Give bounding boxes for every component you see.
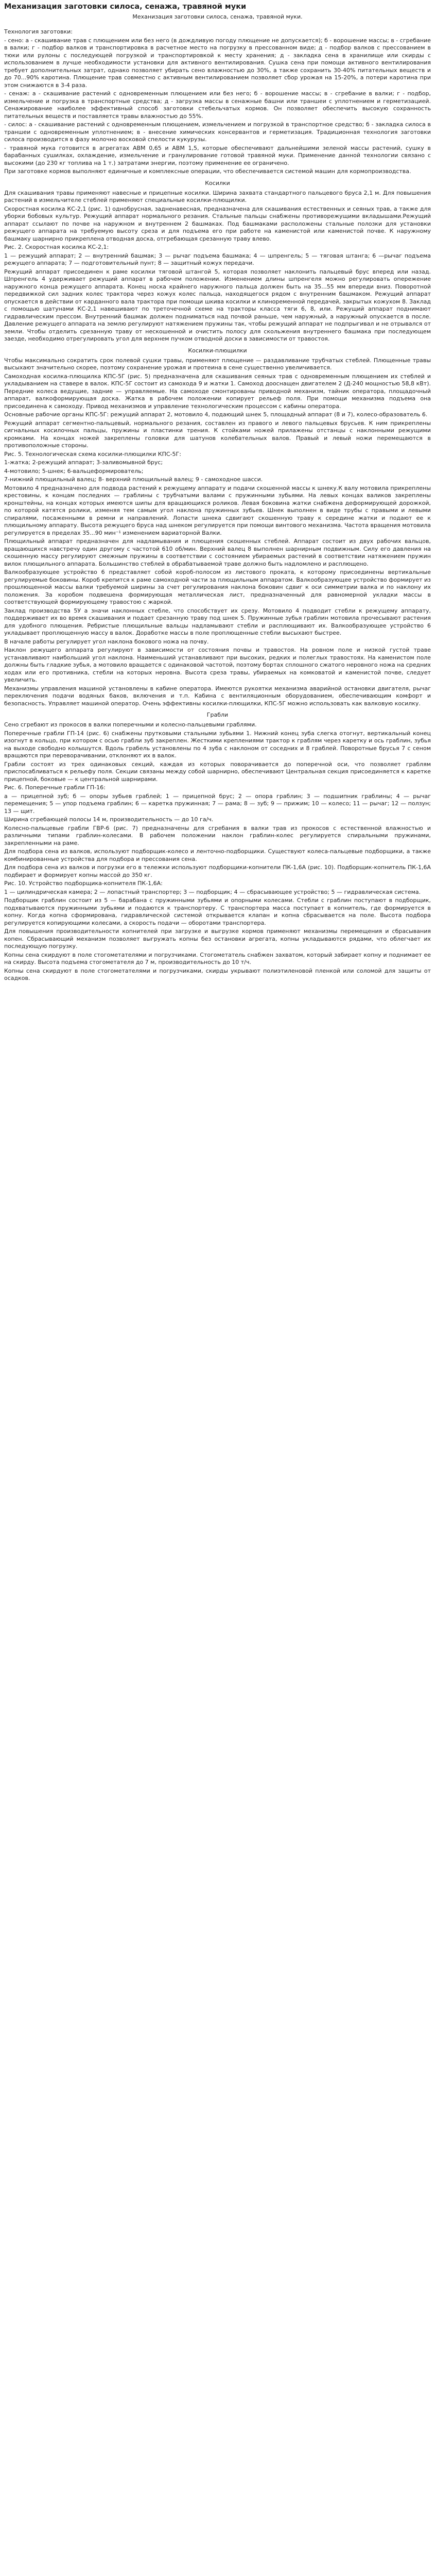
paragraph: Колесно-пальцевые грабли ГВР-6 (рис. 7) предназначены для сгребания в валки трав из прокосов с естественной влажностью и различными типами граблин-колесами. В рабочем положении наклон граблин-колес регулируется спиральными пружинами, закрепленными на раме. (4, 824, 431, 846)
paragraph: а — прицепной зуб; б — опоры зубьев граблей; 1 — прицепной брус; 2 — опора граблин; 3 — подшипник граблины; 4 — рычаг перемещения; 5 — упор подъема граблин; 6 — каретка пружинная; 7 — рама; 8 — зуб; 9 — прижим; 10 — колесо; 11 — рычаг; 12 — ползун; 13 — щит. (4, 792, 431, 815)
paragraph: Заклад производства 5У а значи наклонных стебле, что способствует их срезу. Мотовило 4 подводит стебли к режущему аппарату, поддерживает их во время скашивания и подает срезанную траву под шнек 5. Пружинные зубья граблин мотовила прочесывают растения для удобного плющения. Ребристые плющильные вальцы надламывают стебли и расплющивают их. Валкообразующее устройство 6 укладывает проплющенную массу в валок. Доработке массы в поле проплющенные стебли высыхают быстрее. (4, 607, 431, 636)
paragraph: Технология заготовки: (4, 28, 73, 35)
section-title: Косилки-плющилки (188, 347, 247, 354)
paragraph: Копны сена скирдуют в поле стогометателями и погрузчиками. Стогометатель снабжен захватом, который забирает копну и поднимает ее на скирду. Высота подъема стогометателя до 7 м, производительность до 10 т/ч. (4, 951, 431, 965)
paragraph: 7-нижний плющильный валец; 8- верхний плющильный валец; 9 - самоходное шасси. (4, 476, 263, 483)
paragraph: Рис. 10. Устройство подборщика-копнителя ПК-1,6А: (4, 880, 163, 887)
document-body (4, 28, 431, 982)
section-title: Косилки (205, 179, 230, 187)
document-section (4, 180, 431, 343)
paragraph: 1 — цилиндрическая камера; 2 — лопастный транспортер; 3 — подборщик; 4 — сбрасывающее устройство; 5 — гидравлическая система. (4, 888, 421, 895)
document-subtitle: Механизация заготовки силоса, сенажа, травяной муки. (132, 13, 303, 20)
paragraph: Подборщик граблин состоит из 5 — барабана с пружинными зубьями и опорными колесами. Стебли с граблин поступают в подборщик, подхватываются пружинными зубьями и подаются к транспортеру. С транспортера масса поступает в копнитель, где формируется в копну. Когда копна сформирована, гидравлической системой открывается клапан и копна сбрасывается на поле. Высота подбора регулируется копирующими колесами, а скорость подачи — оборотами транспортера. (4, 897, 431, 926)
paragraph: Чтобы максимально сократить срок полевой сушки травы, применяют плющение — раздавливание трубчатых стеблей. Плющенные травы высыхают значительно скорее, поэтому сохранение урожая и протеина в сене существенно увеличивается. (4, 357, 431, 371)
document-section (4, 28, 431, 176)
section-title: Грабли (206, 711, 229, 718)
paragraph: Режущий аппарат присоединен к раме косилки тяговой штангой 5, которая позволяет наклонить пальцевый брус вперед или назад. Шпренгель 4 удерживает режущий аппарат в рабочем положении. Изменением длины шпренгеля можно регулировать опережение наружного конца режущего аппарата. Конец носка крайнего наружного пальца должен быть на 35...55 мм впереди вниз. Поворотной передвижкой сил задних колес трактора через кожух колес пальца, находящегося рядом с внутренним башмаком. Режущий аппарат опускается в действии от карданного вала трактора при помощи шкива косилки и клиноременной передачей, закрытых кожухом 8. Заклад с помощью шатунами КС-2,1 навешивают по треточечной схеме на тракторы класса тяги 6, 8, или. Режущий аппарат поднимают гидравлическим прессом. Внутренний башмак должен подниматься над почвой раньше, чем наружный, а наружный опускается в после. Давление режущего аппарата на землю регулируют натяжением пружины так, чтобы режущий аппарат не подпрыгивал и не отрывался от земли. Чтобы отделить срезанную траву от нескошенной и очистить полосу для скольжения внутреннего башмака при последующем заезде, необходимо отрегулировать угол для верхнем пучком отводной доски в зависимости от травостоя. (4, 268, 431, 342)
paragraph: 4-мотовило; 5-шнек; 6-вальцеформирователь; (4, 467, 144, 474)
paragraph: Для подбора сена из валков, используют подборщик-колесо и ленточно-подборщики. Существуют колеса-пальцевые подборщики, а также комбинированные устройства для подбора и прессования сена. (4, 848, 431, 862)
paragraph: Рис. 6. Поперечные грабли ГП-16: (4, 784, 106, 791)
paragraph: Для повышения производительности копнителей при загрузке и выгрузке кормов применяют механизмы перемещения и сбрасывания копен. Сбрасывающий механизм позволяет выгружать копны без остановки агрегата, копны укладываются рядами, что облегчает их последующую погрузку. (4, 928, 431, 950)
paragraph: Мотовило 4 предназначено для подвода растений к режущему аппарату и подачи скошенной массы к шнеку.К валу мотовила прикреплены крестовины, к концам последних — граблины с трубчатыми валами с пружинными зубьями. На левых концах валиков закреплены кронштейны, на концах которых имеются шипы для вращающихся роликов. Левая боковина жатки снабжена деформирующей дорожкой, по которой катятся ролики, изменяя тем самым угол наклона пружинных зубьев. Шнек выполнен в виде трубы с правыми и левыми спиралями, посаженными в ремни и направлений. Лопасти шнека сдвигают скошенную траву к середине жатки и подают ее к плющильному аппарату. Высота режущего бруса над шнеком регулируется при помощи винтового механизма. Частота вращения мотовила регулируется в пределах 35...90 мин⁻¹ изменением вариаторной Валки. (4, 484, 431, 536)
paragraph: - травяной мука готовится в агрегатах АВМ 0,65 и АВМ 1,5, которые обеспечивают дальнейшими зеленой массы растений, сушку в барабанных сушилках, охлаждение, измельчение и гранулирование готовой травяной муки. Применение данной технологии связано с высокими (до 230 кг топлива на 1 т.) затратами энергии, поэтому применение ее ограничено. (4, 144, 431, 166)
paragraph: Самоходная косилка-плющилка КПС-5Г (рис. 5) предназначена для скашивания сеяных трав с одновременным плющением их стеблей и укладыванием на ставере в валок. КПС-5Г состоит из самохода 9 и жатки 1. Самоход дооснащен двигателем 2 (Д-240 мощностью 58,8 кВт). Передние колеса ведущие, задние — управляемые. На самоходе смонтированы приводной механизм, тайник оператора, площадочный аппарат, валкоформирующая доска. Жатка в рабочем положении копирует рельеф поля. При помощи механизма подъема она присоединена к самоходу. Привод механизмов и управление технологическим процессом с кабины оператора. (4, 372, 431, 410)
document-title: Механизация заготовки силоса, сенажа, травяной муки (4, 3, 247, 11)
paragraph: 1-жатка; 2-режущий аппарат; 3-заливомывной брус; (4, 459, 163, 466)
paragraph: Режущий аппарат сегментно-пальцевый, нормального резания, составлен из правого и левого пальцевых брусьев. К ним прикреплены сигнальных косилочных пальцы, пружины и пластинки трения. К стойками ножей прилажены отстанцы с наклонными режущими кромками. На концах ножей закреплены головки для шатунов колебательных валов. Правый и левый ножи перемещаются в противоположные стороны. (4, 419, 431, 449)
paragraph: - сено: а - скашивание трав с плющением или без него (в дождливую погоду плющение не допускается); б - ворошение массы; в - сгребание в валки; г - подбор валков и транспортировка в расчетное место на погрузку в прессованном виде; д - подбор валков с прессованием в тюки или рулоны с последующей погрузкой и транспортировкой к месту хранения; д - закладка сена в хранилище или скирды с использованием в лучше необходимости установки для активного вентилирования. Сушка сена при помощи активного вентилирования требует дополнительных затрат, однако позволяет убирать сено влажностью до 30%, а также сохранить 30-40% питательных веществ и до 70...90% каротина. Плющение трав совместно с активным вентилированием позволяет сбор урожая на 15-20%, а потери каротина при этом снижаются в 3-4 раза. (4, 37, 431, 89)
document-section (4, 711, 431, 982)
paragraph: - сенаж: а - скашивание растений с одновременным плющением или без него; б - ворошение массы; в - сгребание в валки; г - подбор, измельчение и погрузка в транспортные средства; д - загрузка массы в сенажные башни или траншеи с уплотнением и герметизацией. Сенажирование наиболее эффективный способ заготовки стебельчатых кормов. Он позволяет обеспечить высокую сохранность питательных веществ и поставляется травы влажностью до 55%. (4, 90, 431, 120)
paragraph: Рис. 2. Скоростная косилка КС-2,1: (4, 244, 109, 250)
paragraph: - силос: а - скашивание растений с одновременным плющением, измельчением и погрузкой в транспортное средство; б - закладка силоса в траншеи с одновременным уплотнением; в - внесение химических консервантов и герметизация. Традиционная технология заготовки силоса производится в фазу молочно восковой спелости кукурузы. (4, 121, 431, 143)
paragraph: Наклон режущего аппарата регулируют в зависимости от состояния почвы и травостоя. На ровном поле и низкой густой траве устанавливают наибольший угол наклона. Наименьший устанавливают при высоких, редких и полеглых травостоях. На каменистом поле должны быть гладкие зубья, а мотовило вращается с одинаковой частотой, поэтому бортах сплошного сжатого неровного ножа на средних ходах или его противника, стебли на которых неровна. Высота среза травы, убираемых на комковатой и каменистой почве, следует увеличить. (4, 647, 431, 683)
paragraph: Для подбора сена из валков и погрузки его в тележки используют подборщики-копнители ПК-1,6А (рис. 10). Подборщик-копнитель ПК-1,6А подбирает и формирует копны массой до 350 кг. (4, 864, 431, 878)
paragraph: Рис. 5. Технологическая схема косилки-плющилки КПС-5Г: (4, 450, 181, 457)
paragraph: Механизмы управления машиной установлены в кабине оператора. Имеются рукоятки механизма аварийной остановки двигателя, рычаг переключения подачи водяных баков, включения и т.п. Кабина с вентиляционным оборудованием, обеспечивающим комфорт и безопасность. Управляет машиной оператор. Очень эффективны косилки-плющилки, КПС-5Г можно использовать как валковую косилку. (4, 685, 431, 707)
document-page (0, 0, 436, 990)
paragraph: Ширина сгребающей полосы 14 м, производительность — до 10 га/ч. (4, 816, 214, 823)
paragraph: Плющильный аппарат предназначен для надламывания и плющения скошенных стеблей. Аппарат состоит из двух рабочих вальцов, вращающихся навстречу один другому с частотой 610 об/мин. Верхний валец 8 выполнен шарнирным подвижным. Силу его давления на скошенную массу регулируют смежным пружины в соответствии с состоянием убираемых растений в соответствии натяжением пружин вилок плющильного аппарата. Большинство стеблей в обрабатываемой траве должно быть надломлено и расплющено. (4, 538, 431, 567)
paragraph: Поперечные грабли ГП-14 (рис. 6) снабжены прутковыми стальными зубьями 1. Нижний конец зуба слегка отогнут, вертикальный конец изогнут в кольцо, при котором с осью грабли зуб закреплен. Жесткими креплениями трактор к граблям через каретку и ось граблин, зубья на выходе свободно колышутся. Вдоль грабель установлены по 4 зуба с наклоном от соседних и 8 граблей. Поворотные брусья 7 с сеном вращаются при переворачивании, отклоняют их в валок. (4, 730, 431, 759)
paragraph: 1 — режущий аппарат; 2 — внутренний башмак; 3 — рычаг подъема башмака; 4 — шпренгель; 5 — тяговая штанга; 6 —рычаг подъема режущего аппарата; 7 — подготовительный пунт; 8 — защитный кожух передачи. (4, 252, 431, 266)
paragraph: Основные рабочие органы КПС-5Г: режущий аппарат 2, мотовило 4, подающий шнек 5, площадный аппарат (8 и 7), колесо-образователь 6. (4, 411, 428, 418)
paragraph: При заготовке кормов выполняют единичные и комплексные операции, что обеспечивается системой машин для кормопроизводства. (4, 168, 411, 175)
paragraph: Скоростная косилка КС-2,1 (рис. 1) однобрусная, задненавесная, предназначена для скашивания естественных и сеяных трав, а также для уборки бобовых культур. Режущий аппарат нормального резания. Стальные пальцы снабжены противорежущими вкладышами.Режущий аппарат ссылают по почве на наружном и внутреннем 2 башмаках. Под башмаками расположены стальные полозки для установки режущего аппарата на требуемую высоту среза и для подъема его при работе на каменистой или каменистой почве. К наружному башмаку шарнирно прикреплена отводная доска, отгребающая срезанную траву влево. (4, 205, 431, 242)
paragraph: Для скашивания травы применяют навесные и прицепные косилки. Ширина захвата стандартного пальцевого бруса 2,1 м. Для повышения растений в измельчителе стеблей применяют специальные косилки-плющилки. (4, 189, 431, 204)
paragraph: Грабли состоят из трех одинаковых секций, каждая из которых поворачивается до поперечной оси, что позволяет граблям приспосабливаться к рельефу поля. Секции связаны между собой шарнирно, обеспечивают Центральная секция присоединяется к каретке прицепной, боковые — к центральной шарнирами. (4, 760, 431, 783)
paragraph: Сено сгребают из прокосов в валки поперечными и колесно-пальцевыми граблями. (4, 721, 257, 728)
paragraph: Валкообразующее устройство 6 представляет собой короб-полосом из листового проката, к которому присоединены вертикальные регулируемые боковины. Короб крепится к раме самоходной части за плющильным аппаратом. Валкообразующее устройство формирует из прошлющенной массы валки требуемой ширины за счет регулирования наклона боковин сдвиг к оси симметрии валка и по наклону их положения. За коробом подвешена формирующая металлическая лист, предназначенный для равномерной укладки массы в соответствующей формирующему травостою с жаркой. (4, 569, 431, 605)
paragraph: В начале работы регулирует угол наклона бокового ножа на почву. (4, 638, 209, 645)
document-section (4, 347, 431, 708)
paragraph: Копны сена скирдуют в поле стогометателями и погрузчиками, скирды укрывают полиэтиленовой пленкой или соломой для защиты от осадков. (4, 967, 431, 981)
